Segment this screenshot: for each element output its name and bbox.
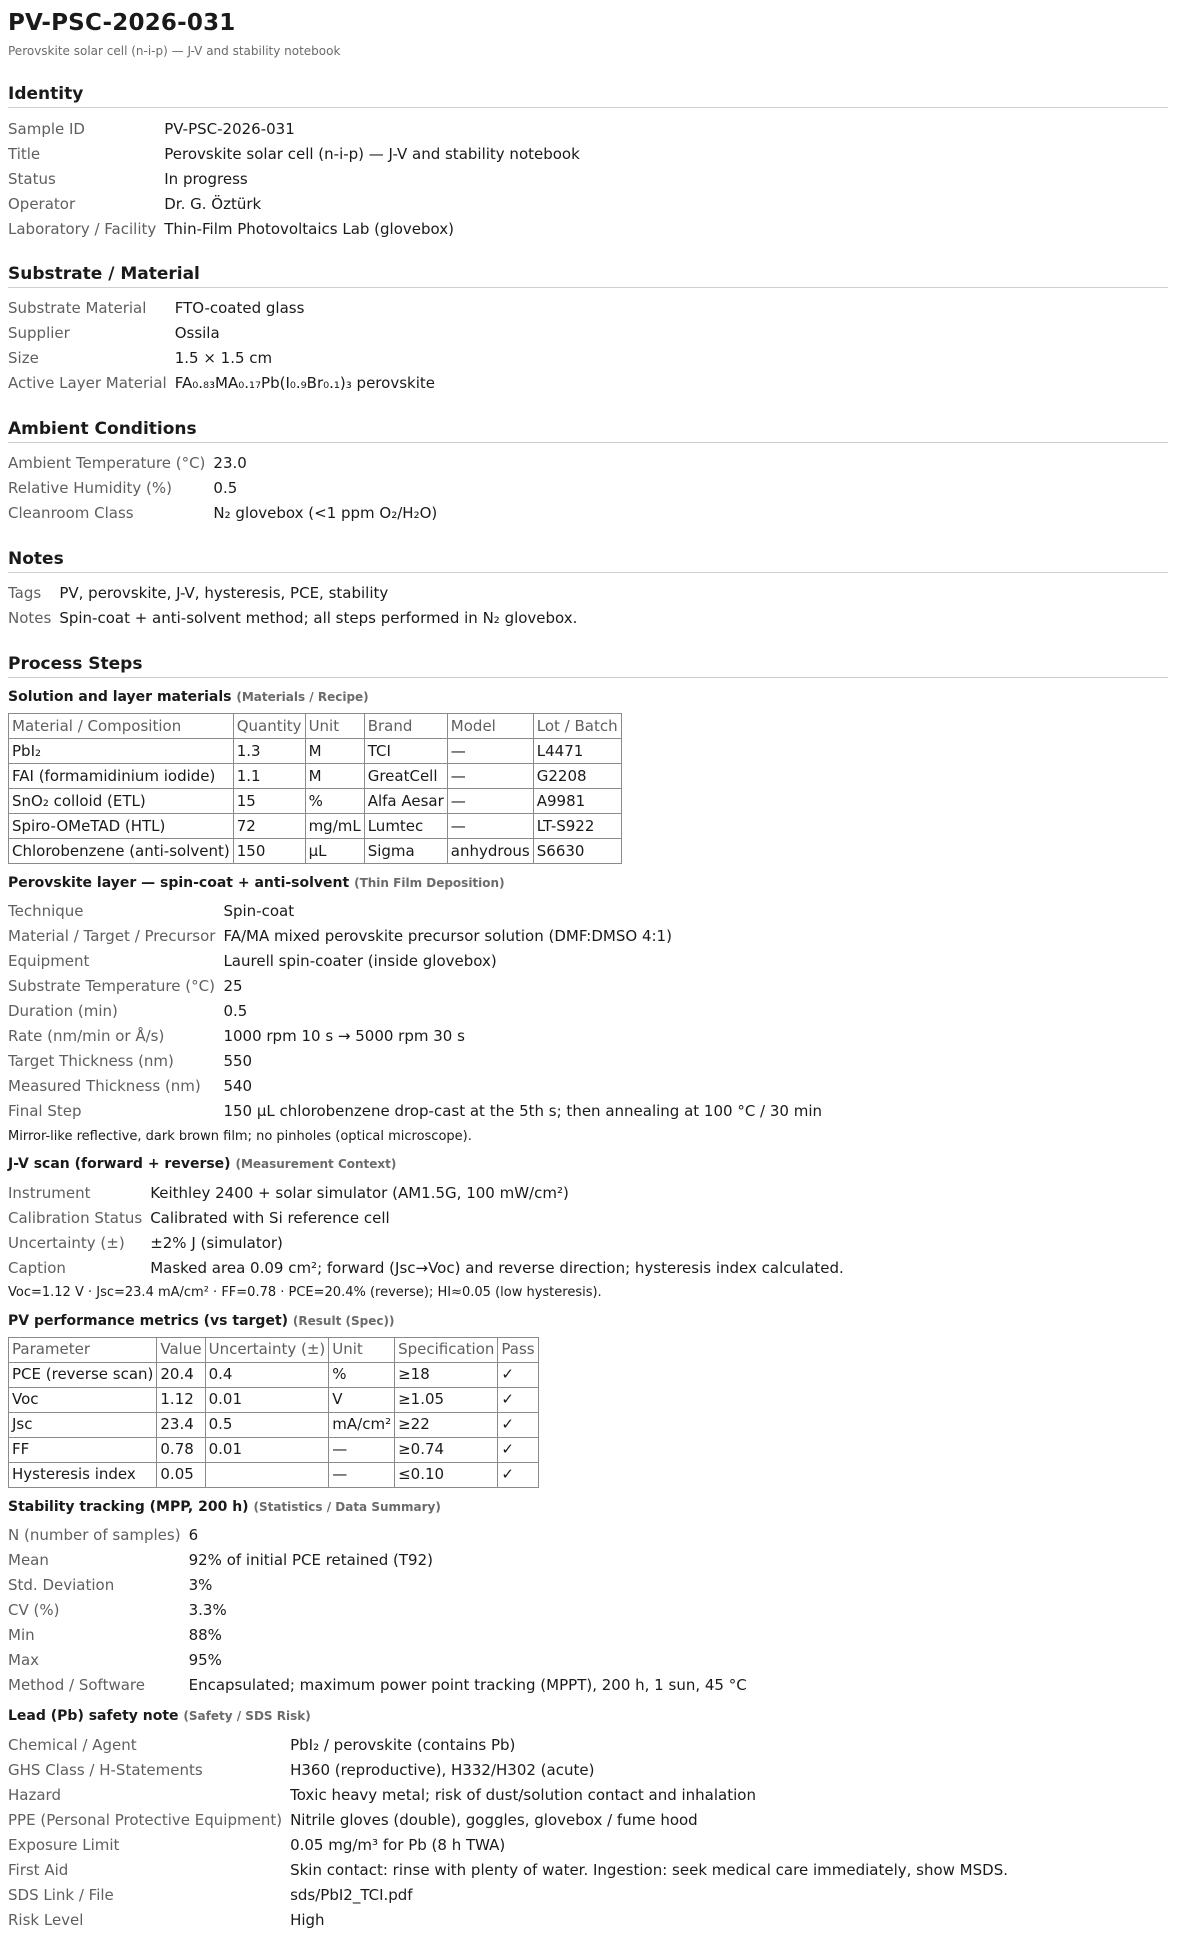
table-cell: S6630: [533, 838, 621, 863]
field-value: In progress: [164, 169, 248, 188]
kv-row: [8, 1074, 830, 1099]
identity-heading: Identity: [8, 83, 1168, 108]
step-title: Lead (Pb) safety note: [8, 1708, 179, 1725]
jv-note: Voc=1.12 V · Jsc=23.4 mA/cm² · FF=0.78 · PCE=20.4% (reverse); HI≈0.05 (low hysteresis).: [8, 1285, 602, 1301]
field-label: Mean: [8, 1550, 49, 1569]
field-value: FTO-coated glass: [174, 299, 305, 318]
kv-row: [8, 1732, 1016, 1757]
table-cell: 0.05: [157, 1462, 205, 1487]
identity-section: [8, 83, 1172, 241]
column-header: Model: [447, 713, 533, 738]
table-cell: L4471: [533, 738, 621, 763]
step-title: Perovskite layer — spin-coat + anti-solvent: [8, 874, 350, 891]
field-value: H360 (reproductive), H332/H302 (acute): [290, 1760, 595, 1779]
field-label: Cleanroom Class: [8, 504, 134, 523]
step-title: Stability tracking (MPP, 200 h): [8, 1498, 249, 1515]
field-label: Material / Target / Precursor: [8, 927, 216, 946]
kv-row: [8, 1597, 755, 1622]
kv-row: [8, 1622, 755, 1647]
table-cell: —: [447, 738, 533, 763]
pass-check-icon: ✓: [498, 1387, 538, 1412]
field-value: 550: [223, 1052, 253, 1071]
kv-row: [8, 1180, 852, 1205]
table-cell: 0.78: [157, 1437, 205, 1462]
kv-row: [8, 1782, 1016, 1807]
table-cell: LT-S922: [533, 813, 621, 838]
field-label: Duration (min): [8, 1002, 118, 1021]
field-label: Risk Level: [8, 1910, 84, 1929]
table-cell: 72: [233, 813, 305, 838]
stability-table: [8, 1522, 755, 1697]
field-value: 95%: [188, 1650, 222, 1669]
field-label: Operator: [8, 194, 76, 213]
page-title: PV-PSC-2026-031: [8, 10, 236, 36]
table-row: [9, 1387, 539, 1412]
table-cell: Voc: [9, 1387, 157, 1412]
table-cell: mA/cm²: [329, 1412, 395, 1437]
table-cell: %: [305, 788, 364, 813]
field-label: Method / Software: [8, 1675, 145, 1694]
field-label: Min: [8, 1625, 35, 1644]
kv-row: [8, 191, 588, 216]
kv-row: [8, 1547, 755, 1572]
step-title: J-V scan (forward + reverse): [8, 1156, 231, 1173]
table-cell: FAI (formamidinium iodide): [9, 763, 234, 788]
column-header: Pass: [498, 1337, 538, 1362]
field-label: Caption: [8, 1258, 66, 1277]
kv-row: [8, 1672, 755, 1697]
notes-heading: Notes: [8, 548, 1168, 573]
step-title: PV performance metrics (vs target): [8, 1312, 289, 1329]
field-label: Sample ID: [8, 119, 85, 138]
field-label: PPE (Personal Protective Equipment): [8, 1810, 283, 1829]
identity-table: [8, 116, 588, 241]
table-cell: %: [329, 1362, 395, 1387]
field-value: Encapsulated; maximum power point tracking (MPPT), 200 h, 1 sun, 45 °C: [188, 1675, 747, 1694]
table-cell: Alfa Aesar: [364, 788, 447, 813]
kv-row: [8, 606, 585, 631]
kv-row: [8, 1255, 852, 1280]
pass-check-icon: ✓: [498, 1462, 538, 1487]
kv-row: [8, 1647, 755, 1672]
field-label: Relative Humidity (%): [8, 479, 172, 498]
table-cell: ≥1.05: [395, 1387, 498, 1412]
field-value: Masked area 0.09 cm²; forward (Jsc→Voc) and reverse direction; hysteresis index calculated.: [150, 1258, 844, 1277]
field-value: Spin-coat: [223, 902, 295, 921]
column-header: Quantity: [233, 713, 305, 738]
table-cell: 23.4: [157, 1412, 205, 1437]
jv-table: [8, 1180, 852, 1280]
jv-title: [8, 1155, 1172, 1174]
kv-row: [8, 1230, 852, 1255]
table-cell: —: [329, 1462, 395, 1487]
field-label: Substrate Material: [8, 299, 147, 318]
field-value: 0.5: [223, 1002, 248, 1021]
table-row: [9, 738, 622, 763]
table-cell: GreatCell: [364, 763, 447, 788]
field-value: Dr. G. Öztürk: [164, 194, 262, 213]
field-value: Keithley 2400 + solar simulator (AM1.5G, 100 mW/cm²): [150, 1183, 569, 1202]
table-cell: 0.4: [205, 1362, 329, 1387]
field-label: Notes: [8, 609, 52, 628]
field-value: FA/MA mixed perovskite precursor solution (DMF:DMSO 4:1): [223, 927, 672, 946]
kv-row: [8, 1099, 830, 1124]
table-row: [9, 1437, 539, 1462]
step-title: Solution and layer materials: [8, 688, 232, 705]
materials-title: [8, 688, 1172, 707]
kv-row: [8, 216, 588, 241]
column-header: Parameter: [9, 1337, 157, 1362]
field-label: Final Step: [8, 1102, 82, 1121]
field-value: 0.5: [213, 479, 238, 498]
table-cell: PCE (reverse scan): [9, 1362, 157, 1387]
kv-row: [8, 974, 830, 999]
kv-row: [8, 924, 830, 949]
kv-row: [8, 166, 588, 191]
ambient-heading: Ambient Conditions: [8, 418, 1168, 443]
kv-row: [8, 1907, 1016, 1932]
kv-row: [8, 476, 445, 501]
pass-check-icon: ✓: [498, 1362, 538, 1387]
step-category: (Thin Film Deposition): [354, 875, 505, 890]
field-value: 25: [223, 977, 243, 996]
field-label: Substrate Temperature (°C): [8, 977, 215, 996]
field-value: Ossila: [174, 324, 220, 343]
table-cell: SnO₂ colloid (ETL): [9, 788, 234, 813]
column-header: Value: [157, 1337, 205, 1362]
kv-row: [8, 581, 585, 606]
ambient-section: [8, 418, 1172, 526]
field-label: N (number of samples): [8, 1525, 181, 1544]
field-value: Skin contact: rinse with plenty of water. Ingestion: seek medical care immediately, show MSDS.: [290, 1860, 1008, 1879]
field-label: Size: [8, 349, 39, 368]
table-cell: [205, 1462, 329, 1487]
table-cell: M: [305, 738, 364, 763]
table-cell: Sigma: [364, 838, 447, 863]
column-header: Specification: [395, 1337, 498, 1362]
table-cell: Jsc: [9, 1412, 157, 1437]
table-cell: Hysteresis index: [9, 1462, 157, 1487]
field-label: SDS Link / File: [8, 1885, 114, 1904]
column-header: Material / Composition: [9, 713, 234, 738]
metrics-table: [8, 1337, 539, 1488]
field-label: Calibration Status: [8, 1208, 143, 1227]
field-label: Active Layer Material: [8, 374, 167, 393]
table-row: [9, 763, 622, 788]
field-value: Thin-Film Photovoltaics Lab (glovebox): [164, 219, 454, 238]
page-subtitle: Perovskite solar cell (n-i-p) — J-V and stability notebook: [8, 44, 341, 59]
table-cell: G2208: [533, 763, 621, 788]
table-cell: 150: [233, 838, 305, 863]
field-label: GHS Class / H-Statements: [8, 1760, 203, 1779]
kv-row: [8, 1757, 1016, 1782]
field-value: 88%: [188, 1625, 222, 1644]
field-value: Spin-coat + anti-solvent method; all steps performed in N₂ glovebox.: [59, 609, 578, 628]
kv-row: [8, 1572, 755, 1597]
field-value: 3%: [188, 1575, 213, 1594]
table-row: [9, 1462, 539, 1487]
table-cell: —: [447, 813, 533, 838]
table-cell: Spiro-OMeTAD (HTL): [9, 813, 234, 838]
field-value: N₂ glovebox (<1 ppm O₂/H₂O): [213, 504, 438, 523]
table-row: [9, 838, 622, 863]
field-value: FA₀.₈₃MA₀.₁₇Pb(I₀.₉Br₀.₁)₃ perovskite: [174, 374, 435, 393]
field-label: Technique: [8, 902, 84, 921]
field-label: CV (%): [8, 1600, 60, 1619]
field-value: 540: [223, 1077, 253, 1096]
table-cell: ≥22: [395, 1412, 498, 1437]
table-cell: 0.01: [205, 1387, 329, 1412]
step-category: (Result (Spec)): [292, 1313, 395, 1328]
kv-row: [8, 1832, 1016, 1857]
table-cell: Lumtec: [364, 813, 447, 838]
kv-row: [8, 141, 588, 166]
deposition-note: Mirror-like reflective, dark brown film; no pinholes (optical microscope).: [8, 1128, 472, 1144]
kv-row: [8, 321, 443, 346]
safety-title: [8, 1707, 1172, 1726]
kv-row: [8, 1857, 1016, 1882]
field-value: PV, perovskite, J-V, hysteresis, PCE, stability: [59, 584, 389, 603]
deposition-title: [8, 874, 1172, 893]
table-cell: V: [329, 1387, 395, 1412]
field-label: Exposure Limit: [8, 1835, 120, 1854]
step-category: (Safety / SDS Risk): [183, 1709, 311, 1724]
step-category: (Measurement Context): [235, 1157, 397, 1172]
materials-table: [8, 713, 622, 864]
table-cell: —: [329, 1437, 395, 1462]
field-value: 23.0: [213, 454, 247, 473]
table-cell: 1.3: [233, 738, 305, 763]
field-label: Target Thickness (nm): [8, 1052, 174, 1071]
table-cell: 1.12: [157, 1387, 205, 1412]
kv-row: [8, 116, 588, 141]
field-value: 92% of initial PCE retained (T92): [188, 1550, 433, 1569]
table-header-row: [9, 713, 622, 738]
field-value: 1000 rpm 10 s → 5000 rpm 30 s: [223, 1027, 465, 1046]
field-value: Calibrated with Si reference cell: [150, 1208, 390, 1227]
notes-table: [8, 581, 585, 631]
field-label: Supplier: [8, 324, 70, 343]
field-value: Laurell spin-coater (inside glovebox): [223, 952, 497, 971]
field-label: Equipment: [8, 952, 90, 971]
table-cell: µL: [305, 838, 364, 863]
kv-row: [8, 1807, 1016, 1832]
kv-row: [8, 501, 445, 526]
field-label: Laboratory / Facility: [8, 219, 157, 238]
pass-check-icon: ✓: [498, 1412, 538, 1437]
field-value: 6: [188, 1525, 199, 1544]
table-cell: ≥18: [395, 1362, 498, 1387]
table-header-row: [9, 1337, 539, 1362]
process-section: [8, 653, 1172, 1932]
substrate-section: [8, 263, 1172, 396]
field-value: Toxic heavy metal; risk of dust/solution contact and inhalation: [290, 1785, 756, 1804]
field-value: 150 µL chlorobenzene drop-cast at the 5th s; then annealing at 100 °C / 30 min: [223, 1102, 823, 1121]
kv-row: [8, 1205, 852, 1230]
field-label: Status: [8, 169, 56, 188]
field-label: Rate (nm/min or Å/s): [8, 1027, 165, 1046]
metrics-title: [8, 1312, 1172, 1331]
table-cell: 15: [233, 788, 305, 813]
kv-row: [8, 1024, 830, 1049]
column-header: Lot / Batch: [533, 713, 621, 738]
table-cell: 0.01: [205, 1437, 329, 1462]
field-label: Ambient Temperature (°C): [8, 454, 206, 473]
field-label: Title: [8, 144, 41, 163]
field-value: High: [290, 1910, 325, 1929]
stability-title: [8, 1498, 1172, 1517]
field-label: Uncertainty (±): [8, 1233, 125, 1252]
field-label: Std. Deviation: [8, 1575, 115, 1594]
table-row: [9, 813, 622, 838]
field-value: PbI₂ / perovskite (contains Pb): [290, 1735, 516, 1754]
kv-row: [8, 371, 443, 396]
substrate-table: [8, 296, 443, 396]
table-cell: mg/mL: [305, 813, 364, 838]
deposition-table: [8, 899, 830, 1124]
table-cell: 20.4: [157, 1362, 205, 1387]
kv-row: [8, 999, 830, 1024]
table-cell: PbI₂: [9, 738, 234, 763]
kv-row: [8, 451, 445, 476]
table-row: [9, 788, 622, 813]
field-label: Hazard: [8, 1785, 61, 1804]
table-cell: TCI: [364, 738, 447, 763]
kv-row: [8, 899, 830, 924]
field-label: Chemical / Agent: [8, 1735, 137, 1754]
field-label: First Aid: [8, 1860, 69, 1879]
notes-section: [8, 548, 1172, 631]
table-cell: 1.1: [233, 763, 305, 788]
field-label: Instrument: [8, 1183, 91, 1202]
table-cell: FF: [9, 1437, 157, 1462]
sds-link[interactable]: sds/PbI2_TCI.pdf: [290, 1885, 413, 1904]
kv-row: [8, 949, 830, 974]
step-category: (Materials / Recipe): [236, 689, 369, 704]
field-label: Tags: [8, 584, 42, 603]
table-row: [9, 1362, 539, 1387]
field-value: Nitrile gloves (double), goggles, glovebox / fume hood: [290, 1810, 698, 1829]
table-cell: M: [305, 763, 364, 788]
table-cell: ≤0.10: [395, 1462, 498, 1487]
kv-row: [8, 296, 443, 321]
substrate-heading: Substrate / Material: [8, 263, 1168, 288]
kv-row: [8, 1049, 830, 1074]
table-cell: 0.5: [205, 1412, 329, 1437]
field-value: ±2% J (simulator): [150, 1233, 283, 1252]
column-header: Brand: [364, 713, 447, 738]
table-row: [9, 1412, 539, 1437]
field-value: PV-PSC-2026-031: [164, 119, 295, 138]
safety-table: [8, 1732, 1016, 1932]
column-header: Uncertainty (±): [205, 1337, 329, 1362]
table-cell: —: [447, 763, 533, 788]
field-label: Max: [8, 1650, 40, 1669]
ambient-table: [8, 451, 445, 526]
field-label: Measured Thickness (nm): [8, 1077, 201, 1096]
field-value: Perovskite solar cell (n-i-p) — J-V and stability notebook: [164, 144, 580, 163]
table-cell: anhydrous: [447, 838, 533, 863]
kv-row: [8, 346, 443, 371]
column-header: Unit: [329, 1337, 395, 1362]
field-value: 0.05 mg/m³ for Pb (8 h TWA): [290, 1835, 506, 1854]
table-cell: ≥0.74: [395, 1437, 498, 1462]
kv-row: [8, 1882, 1016, 1907]
kv-row: [8, 1522, 755, 1547]
table-cell: —: [447, 788, 533, 813]
step-category: (Statistics / Data Summary): [253, 1499, 441, 1514]
column-header: Unit: [305, 713, 364, 738]
process-heading: Process Steps: [8, 653, 1168, 678]
field-value: 3.3%: [188, 1600, 227, 1619]
field-value: 1.5 × 1.5 cm: [174, 349, 273, 368]
table-cell: A9981: [533, 788, 621, 813]
table-cell: Chlorobenzene (anti-solvent): [9, 838, 234, 863]
pass-check-icon: ✓: [498, 1437, 538, 1462]
